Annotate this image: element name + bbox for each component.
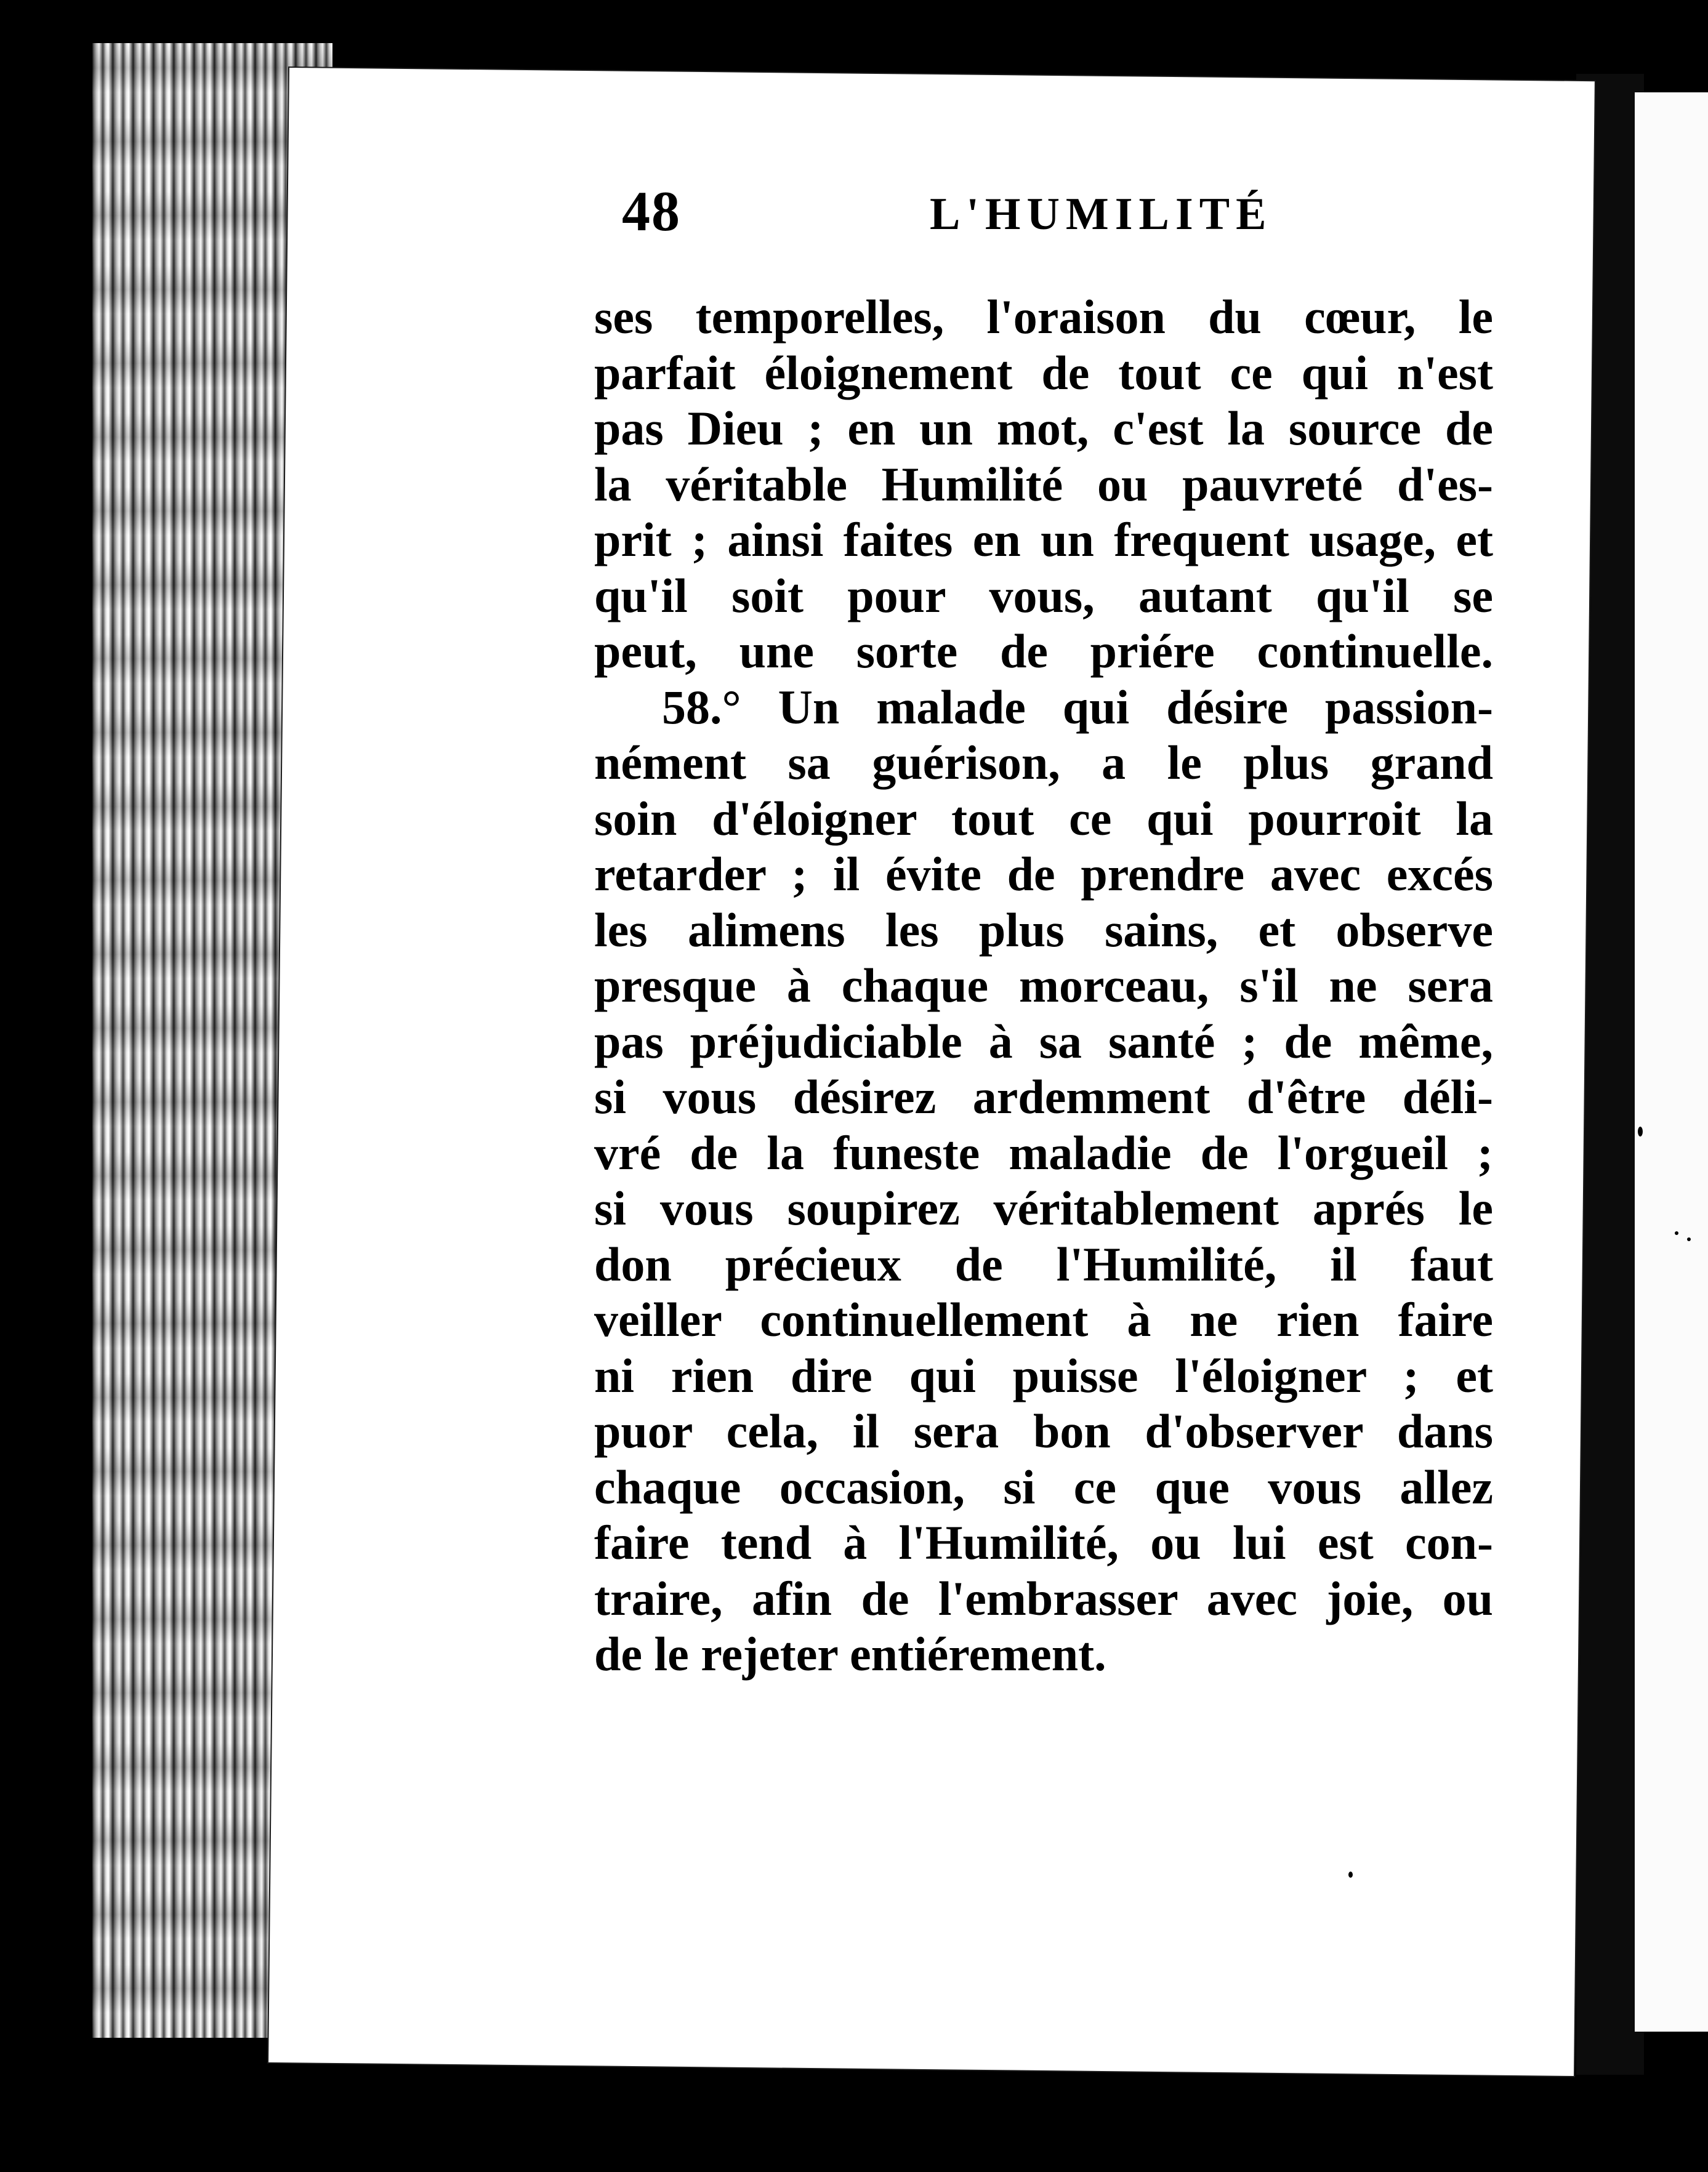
text-line: veiller continuellement à ne rien faire bbox=[594, 1293, 1493, 1346]
text-line: si vous soupirez véritablement aprés le bbox=[594, 1181, 1493, 1235]
scan-speck bbox=[15, 342, 24, 345]
text-line: si vous désirez ardemment d'être déli- bbox=[594, 1070, 1493, 1124]
text-line: retarder ; il évite de prendre avec excés bbox=[594, 847, 1493, 901]
text-line: nément sa guérison, a le plus grand bbox=[594, 736, 1493, 789]
text-line: chaque occasion, si ce que vous allez bbox=[594, 1460, 1493, 1514]
text-line: traire, afin de l'embrasser avec joie, ou bbox=[594, 1571, 1493, 1625]
text-line-last: de le rejeter entiérement. bbox=[594, 1627, 1106, 1681]
text-line: presque à chaque morceau, s'il ne sera bbox=[594, 959, 1493, 1012]
body-text bbox=[594, 289, 1493, 1683]
text-line: qu'il soit pour vous, autant qu'il se bbox=[594, 568, 1493, 622]
scan-speck bbox=[1348, 1872, 1353, 1878]
text-line: parfait éloignement de tout ce qui n'est bbox=[594, 345, 1493, 400]
text-line: la véritable Humilité ou pauvreté d'es- bbox=[594, 457, 1493, 511]
text-line: prit ; ainsi faites en un frequent usage, et bbox=[594, 513, 1493, 566]
text-line: don précieux de l'Humilité, il faut bbox=[594, 1237, 1493, 1291]
text-line: les alimens les plus sains, et observe bbox=[594, 903, 1493, 957]
text-line: puor cela, il sera bon d'observer dans bbox=[594, 1404, 1493, 1458]
text-line: ses temporelles, l'oraison du cœur, le bbox=[594, 290, 1493, 344]
text-line: soin d'éloigner tout ce qui pourroit la bbox=[594, 791, 1493, 845]
paragraph-start-line: 58.° Un malade qui désire passion- bbox=[662, 680, 1493, 734]
scan-speck bbox=[1638, 1127, 1643, 1136]
text-line: faire tend à l'Humilité, ou lui est con- bbox=[594, 1516, 1493, 1569]
text-line: pas Dieu ; en un mot, c'est la source de bbox=[594, 401, 1493, 455]
text-line: ni rien dire qui puisse l'éloigner ; et bbox=[594, 1348, 1493, 1402]
text-line: vré de la funeste maladie de l'orgueil ; bbox=[594, 1125, 1493, 1180]
page-heading: L'HUMILITÉ bbox=[930, 189, 1273, 239]
text-line: peut, une sorte de priére continuelle. bbox=[594, 624, 1493, 678]
text-line: pas préjudiciable à sa santé ; de même, bbox=[594, 1014, 1493, 1068]
scan-speck bbox=[1687, 1237, 1691, 1241]
running-head bbox=[622, 179, 1287, 252]
scan-speck bbox=[1675, 1231, 1678, 1235]
facing-page-sliver bbox=[1635, 92, 1708, 2032]
page-number: 48 bbox=[622, 180, 681, 243]
